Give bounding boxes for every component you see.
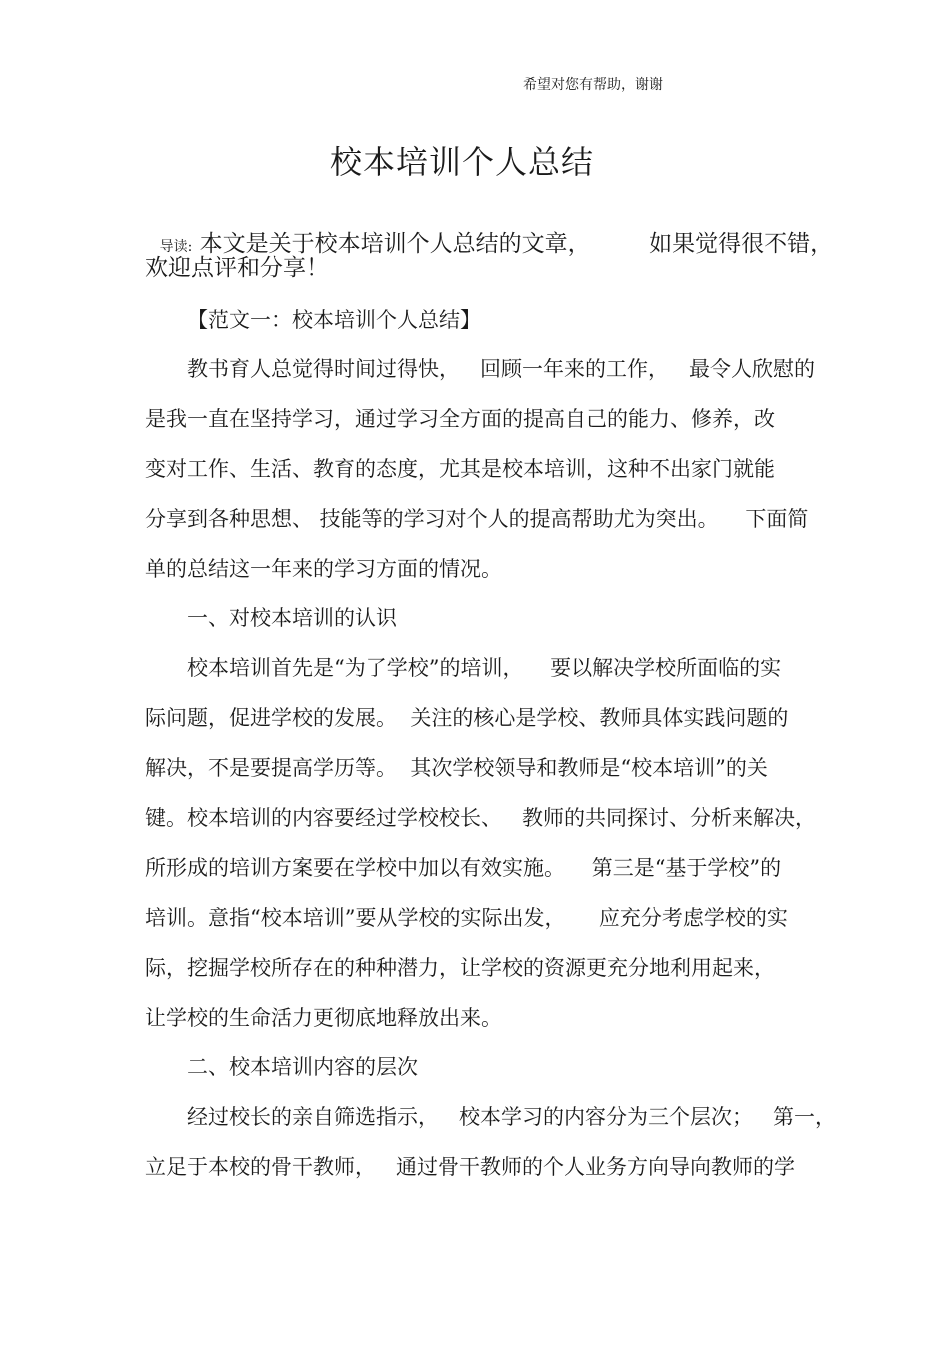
intro-line-1 <box>145 202 833 261</box>
paragraph-line: 变对工作、生活、教育的态度，尤其是校本培训，这种不出家门就能 <box>145 457 775 481</box>
paragraph-line: 际问题，促进学校的发展。 关注的核心是学校、教师具体实践问题的 <box>145 706 789 730</box>
paragraph-line: 让学校的生命活力更彻底地释放出来。 <box>145 1006 502 1030</box>
paragraph-line: 校本培训首先是“为了学校”的培训， 要以解决学校所面临的实 <box>187 656 782 680</box>
paragraph-line: 培训。意指“校本培训”要从学校的实际出发， 应充分考虑学校的实 <box>145 906 788 930</box>
section-heading-2: 二、校本培训内容的层次 <box>187 1055 418 1079</box>
header-note: 希望对您有帮助，谢谢 <box>523 77 663 93</box>
paragraph-line: 键。校本培训的内容要经过学校校长、 教师的共同探讨、分析来解决， <box>145 806 817 830</box>
section-heading-1: 一、对校本培训的认识 <box>187 606 397 630</box>
section-heading-sample-1: 【范文一：校本培训个人总结】 <box>187 308 481 332</box>
page-title: 校本培训个人总结 <box>329 143 594 181</box>
paragraph-line: 单的总结这一年来的学习方面的情况。 <box>145 557 502 581</box>
paragraph-line: 解决，不是要提高学历等。 其次学校领导和教师是“校本培训”的关 <box>145 756 768 780</box>
paragraph-line: 是我一直在坚持学习，通过学习全方面的提高自己的能力、修养，改 <box>145 407 775 431</box>
paragraph-line: 立足于本校的骨干教师， 通过骨干教师的个人业务方向导向教师的学 <box>145 1155 796 1179</box>
intro-line-2: 欢迎点评和分享！ <box>145 255 329 281</box>
paragraph-line: 分享到各种思想、 技能等的学习对个人的提高帮助尤为突出。 下面简 <box>145 507 809 531</box>
paragraph-line: 经过校长的亲自筛选指示， 校本学习的内容分为三个层次； 第一， <box>187 1105 837 1129</box>
intro-text-1: 本文是关于校本培训个人总结的文章， 如果觉得很不错， <box>192 231 834 257</box>
intro-label: 导读: <box>159 239 193 255</box>
paragraph-line: 所形成的培训方案要在学校中加以有效实施。 第三是“基于学校”的 <box>145 856 782 880</box>
paragraph-line: 教书育人总觉得时间过得快， 回顾一年来的工作， 最令人欣慰的 <box>187 357 816 381</box>
paragraph-line: 际，挖掘学校所存在的种种潜力，让学校的资源更充分地利用起来， <box>145 956 775 980</box>
